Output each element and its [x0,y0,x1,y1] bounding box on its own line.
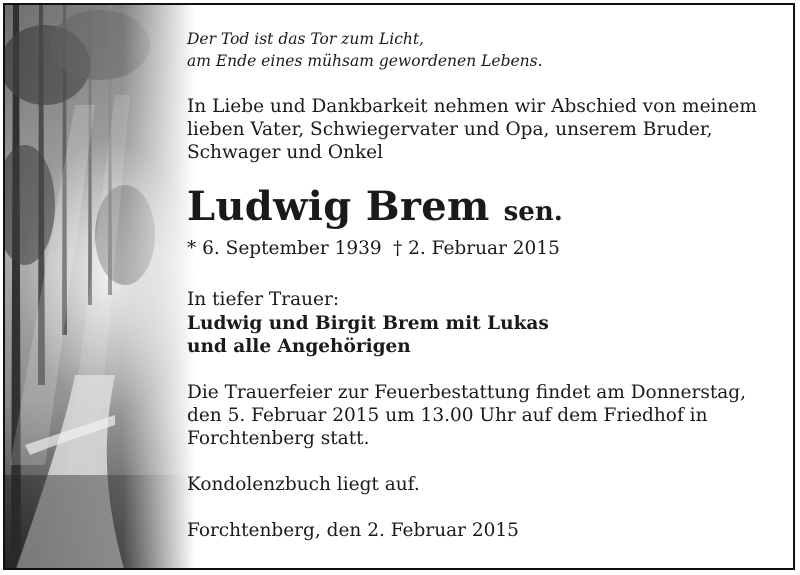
intro-line-2: lieben Vater, Schwiegervater und Opa, unserem Bruder, [187,119,713,140]
death-date: † 2. Februar 2015 [393,238,560,259]
condolence-note: Kondolenzbuch liegt auf. [187,474,420,495]
intro-line-1: In Liebe und Dankbarkeit nehmen wir Abschied von meinem [187,96,757,117]
name-suffix: sen. [503,197,563,227]
obituary-notice [3,3,795,570]
place-date: Forchtenberg, den 2. Februar 2015 [187,520,519,541]
mourners-line-1: Ludwig und Birgit Brem mit Lukas [187,313,549,334]
birth-date: * 6. September 1939 [187,238,382,259]
deceased-name-line [187,183,563,230]
intro-line-3: Schwager und Onkel [187,142,384,163]
funeral-line-3: Forchtenberg statt. [187,428,370,449]
verse-line-1: Der Tod ist das Tor zum Licht, [187,30,425,48]
verse-line-2: am Ende eines mühsam gewordenen Lebens. [187,52,543,70]
funeral-line-1: Die Trauerfeier zur Feuerbestattung findet am Donnerstag, [187,382,747,403]
funeral-line-2: den 5. Februar 2015 um 13.00 Uhr auf dem Friedhof in [187,405,708,426]
mourning-label: In tiefer Trauer: [187,289,340,310]
forest-path-image [5,5,195,570]
mourners-line-2: und alle Angehörigen [187,336,411,357]
deceased-name: Ludwig Brem [187,183,490,230]
